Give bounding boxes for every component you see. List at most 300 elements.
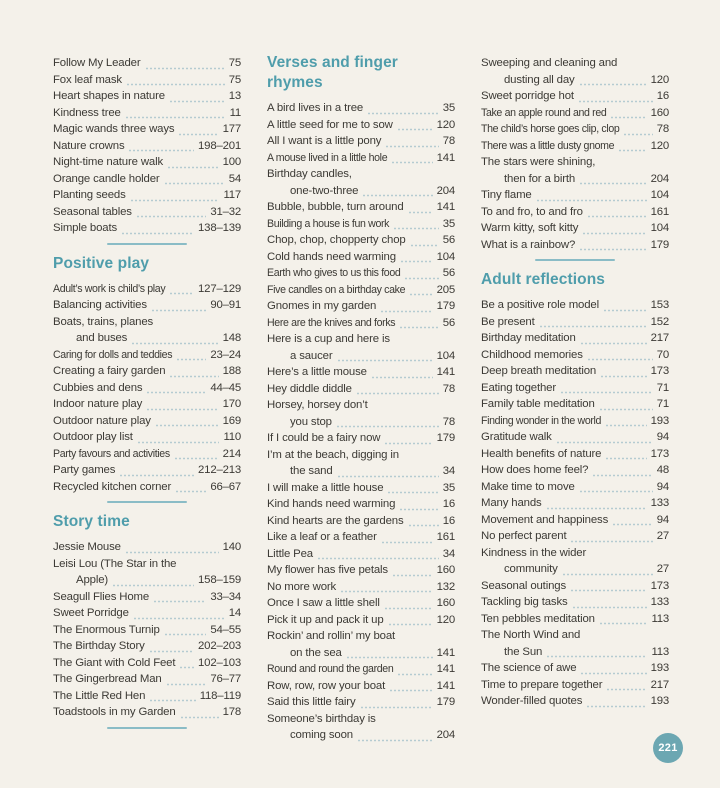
dotted-leader [133, 617, 225, 620]
dotted-leader [131, 342, 218, 345]
index-entry [267, 282, 455, 299]
dotted-leader [391, 161, 432, 164]
entry-page-number: 170 [222, 398, 241, 410]
entry-title: The Gingerbread Man [53, 673, 162, 685]
entry-page-number: 120 [650, 139, 669, 152]
entry-page-number: 27 [656, 563, 669, 575]
entry-page-number: 94 [656, 480, 669, 493]
entry-title: Be present [481, 315, 535, 328]
entry-page-number: 120 [650, 73, 669, 86]
entry-page-number: 13 [228, 90, 241, 102]
dotted-leader [562, 573, 653, 576]
entry-title: Gnomes in my garden [267, 300, 377, 312]
entry-page-number: 178 [222, 706, 241, 718]
dotted-leader [599, 622, 648, 625]
index-entry-continuation [267, 348, 455, 365]
dotted-leader [164, 633, 207, 636]
entry-page-number: 202–203 [198, 640, 241, 652]
entry-title: Finding wonder in the world [481, 414, 602, 427]
index-entry [53, 281, 241, 298]
entry-title: Tackling big tasks [481, 596, 568, 608]
entry-title: To and fro, to and fro [481, 205, 583, 218]
entry-title: Jessie Mouse [53, 541, 121, 553]
index-entry [481, 154, 669, 171]
index-entry-continuation [267, 183, 455, 200]
index-entry-continuation [53, 572, 241, 589]
index-entry [53, 638, 241, 655]
index-entry [53, 539, 241, 556]
index-entry [481, 138, 669, 155]
index-entry [481, 479, 669, 496]
dotted-leader [384, 607, 433, 610]
dotted-leader [556, 441, 653, 444]
entry-title: dusting all day [504, 73, 575, 86]
entry-page-number: 198–201 [198, 139, 241, 152]
dotted-leader [572, 606, 647, 609]
index-entry [53, 479, 241, 496]
entry-title: The Enormous Turnip [53, 623, 160, 636]
index-entry [53, 187, 241, 204]
section-divider [107, 501, 187, 503]
entry-title: the Sun [504, 645, 543, 658]
dotted-leader [155, 424, 219, 427]
index-entry [267, 133, 455, 150]
entry-page-number: 204 [650, 172, 669, 185]
dotted-leader [408, 211, 433, 214]
entry-title: Wonder-filled quotes [481, 695, 583, 707]
index-entry [481, 611, 669, 628]
entry-page-number: 193 [650, 414, 669, 427]
entry-title: then for a birth [504, 172, 576, 185]
dotted-leader [174, 457, 219, 460]
index-entry [53, 121, 241, 138]
entry-page-number: 56 [442, 234, 455, 246]
dotted-leader [146, 391, 206, 394]
index-entry [481, 627, 669, 644]
index-entry [53, 105, 241, 122]
dotted-leader [399, 508, 438, 511]
entry-page-number: 158–159 [198, 574, 241, 586]
entry-page-number: 133 [650, 596, 669, 608]
entry-page-number: 35 [442, 481, 455, 494]
index-entry [53, 380, 241, 397]
entry-title: A little seed for me to sow [267, 118, 393, 131]
entry-title: a saucer [290, 349, 333, 362]
index-entry [481, 396, 669, 413]
index-entry [267, 480, 455, 497]
entry-title: Magic wands three ways [53, 123, 175, 135]
entry-page-number: 133 [650, 497, 669, 509]
entry-title: Ten pebbles meditation [481, 612, 595, 625]
entry-page-number: 71 [656, 381, 669, 394]
entry-title: The child’s horse goes clip, clop [481, 123, 620, 135]
entry-page-number: 56 [442, 316, 455, 329]
index-entry [481, 363, 669, 380]
dotted-leader [392, 574, 433, 577]
entry-page-number: 34 [442, 465, 455, 477]
index-entry [267, 381, 455, 398]
index-entry [53, 204, 241, 221]
entry-title: Simple boats [53, 222, 118, 234]
dotted-leader [397, 673, 432, 676]
index-entry [267, 496, 455, 513]
entry-title: Kind hearts are the gardens [267, 514, 404, 527]
index-entry [53, 171, 241, 188]
entry-title: The Giant with Cold Feet [53, 656, 176, 669]
dotted-leader [126, 83, 225, 86]
dotted-leader [400, 260, 433, 263]
entry-page-number: 48 [656, 464, 669, 476]
entry-page-number: 66–67 [210, 480, 241, 493]
entry-page-number: 193 [650, 662, 669, 674]
entry-page-number: 104 [436, 349, 455, 362]
entry-page-number: 90–91 [210, 299, 241, 311]
entry-page-number: 132 [436, 580, 455, 593]
dotted-leader [360, 706, 433, 709]
entry-title: Once I saw a little shell [267, 597, 380, 609]
index-entry [267, 447, 455, 464]
dotted-leader [176, 358, 206, 361]
entry-page-number: 141 [436, 366, 455, 378]
dotted-leader [336, 425, 439, 428]
entry-title: Party games [53, 464, 116, 476]
entry-page-number: 75 [228, 73, 241, 86]
entry-title: Pick it up and pack it up [267, 613, 384, 626]
index-entry [53, 314, 241, 331]
section-divider [535, 259, 615, 261]
dotted-leader [579, 83, 647, 86]
index-entry [481, 512, 669, 529]
entry-title: How does home feel? [481, 464, 589, 476]
index-entry [481, 314, 669, 331]
entry-page-number: 141 [436, 201, 455, 213]
index-entry [481, 55, 669, 72]
entry-page-number: 56 [442, 267, 455, 279]
index-entry [481, 462, 669, 479]
entry-page-number: 54–55 [210, 623, 241, 636]
entry-title: Birthday meditation [481, 332, 576, 344]
entry-page-number: 113 [651, 645, 669, 658]
dotted-leader [397, 128, 433, 131]
index-entry [267, 661, 455, 678]
entry-title: The science of awe [481, 662, 577, 674]
dotted-leader [337, 359, 433, 362]
dotted-leader [169, 375, 218, 378]
entry-page-number: 102–103 [198, 656, 241, 669]
entry-page-number: 141 [436, 679, 455, 692]
entry-page-number: 173 [650, 579, 669, 592]
entry-title: Boats, trains, planes [53, 315, 154, 328]
index-entry-continuation [267, 463, 455, 480]
dotted-leader [605, 457, 646, 460]
entry-title: Creating a fairy garden [53, 365, 166, 377]
index-entry [267, 298, 455, 315]
entry-title: Cold hands need warming [267, 250, 396, 263]
entry-title: The Birthday Story [53, 640, 145, 652]
entry-page-number: 148 [222, 332, 241, 344]
entry-title: Like a leaf or a feather [267, 531, 377, 543]
index-entry [481, 545, 669, 562]
index-entry [481, 347, 669, 364]
entry-title: Outdoor play list [53, 431, 133, 443]
index-entry [481, 677, 669, 694]
index-entry [267, 711, 455, 728]
entry-title: Birthday candles, [267, 168, 352, 180]
entry-page-number: 179 [436, 300, 455, 312]
entry-page-number: 193 [650, 695, 669, 707]
dotted-leader [145, 67, 225, 70]
dotted-leader [587, 215, 647, 218]
entry-page-number: 160 [650, 106, 669, 119]
entry-title: No perfect parent [481, 530, 567, 542]
entry-page-number: 177 [222, 123, 241, 135]
entry-page-number: 113 [651, 612, 669, 625]
entry-page-number: 54 [228, 172, 241, 185]
entry-title: Kindness tree [53, 106, 121, 119]
entry-title: Outdoor nature play [53, 414, 151, 427]
entry-title: I’m at the beach, digging in [267, 448, 399, 461]
index-entry [53, 413, 241, 430]
entry-title: The Little Red Hen [53, 689, 146, 702]
entry-page-number: 104 [436, 250, 455, 263]
entry-page-number: 118–119 [199, 689, 241, 702]
dotted-leader [570, 589, 647, 592]
dotted-leader [610, 116, 646, 119]
index-entry [481, 237, 669, 254]
entry-page-number: 141 [436, 663, 455, 675]
page-number: 221 [658, 742, 678, 754]
dotted-leader [179, 666, 194, 669]
entry-title: Family table meditation [481, 398, 595, 410]
dotted-leader [388, 623, 433, 626]
entry-title: Movement and happiness [481, 513, 609, 526]
entry-page-number: 78 [442, 382, 455, 395]
entry-title: Take an apple round and red [481, 106, 607, 119]
dotted-leader [389, 689, 432, 692]
dotted-leader [618, 149, 646, 152]
dotted-leader [153, 600, 206, 603]
dotted-leader [167, 166, 219, 169]
index-entry [481, 105, 669, 122]
index-entry [53, 655, 241, 672]
entry-title: Fox leaf mask [53, 73, 122, 86]
index-entry [53, 556, 241, 573]
entry-title: Warm kitty, soft kitty [481, 222, 579, 234]
index-entry [53, 688, 241, 705]
dotted-leader [125, 116, 226, 119]
index-entry [53, 605, 241, 622]
entry-page-number: 173 [650, 365, 669, 377]
entry-title: Seasonal outings [481, 579, 566, 592]
index-entry [53, 589, 241, 606]
entry-title: Adult’s work is child’s play [53, 282, 166, 295]
index-column-1 [53, 55, 241, 744]
entry-title: Recycled kitchen corner [53, 480, 172, 493]
dotted-leader [112, 584, 194, 587]
dotted-leader [340, 590, 433, 593]
dotted-leader [387, 491, 438, 494]
entry-title: Earth who gives to us this food [267, 267, 401, 279]
entry-title: There was a little dusty gnome [481, 139, 615, 152]
dotted-leader [125, 551, 219, 554]
index-entry [481, 88, 669, 105]
index-entry [267, 562, 455, 579]
index-entry-continuation [481, 644, 669, 661]
section-heading-verses-and-finger-rhymes: Verses and finger rhymes [267, 54, 398, 91]
entry-page-number: 94 [656, 513, 669, 526]
index-entry [267, 232, 455, 249]
entry-page-number: 138–139 [198, 222, 241, 234]
entry-page-number: 140 [222, 541, 241, 553]
index-entry [481, 204, 669, 221]
dotted-leader [130, 199, 220, 202]
entry-title: Orange candle holder [53, 172, 160, 185]
dotted-leader [175, 490, 206, 493]
index-entry-continuation [53, 330, 241, 347]
index-entry [267, 430, 455, 447]
entry-page-number: 179 [436, 432, 455, 444]
entry-title: My flower has five petals [267, 564, 388, 576]
dotted-leader [599, 408, 653, 411]
dotted-leader [409, 293, 432, 296]
dotted-leader [605, 424, 646, 427]
index-entry [481, 413, 669, 430]
index-entry [481, 660, 669, 677]
index-entry [481, 594, 669, 611]
dotted-leader [385, 145, 438, 148]
index-entry [267, 628, 455, 645]
entry-title: Balancing activities [53, 299, 147, 311]
dotted-leader [337, 475, 439, 478]
dotted-leader [539, 325, 647, 328]
index-entry [481, 495, 669, 512]
entry-page-number: 120 [436, 118, 455, 131]
dotted-leader [371, 376, 433, 379]
entry-title: Someone’s birthday is [267, 712, 376, 725]
index-entry [53, 704, 241, 721]
dotted-leader [408, 524, 439, 527]
entry-title: Sweeping and cleaning and [481, 57, 618, 69]
dotted-leader [404, 277, 438, 280]
entry-page-number: 204 [436, 729, 455, 741]
entry-page-number: 100 [222, 156, 241, 168]
dotted-leader [356, 392, 439, 395]
entry-page-number: 141 [436, 151, 455, 164]
entry-title: Sweet Porridge [53, 607, 129, 619]
entry-title: and buses [76, 332, 128, 344]
index-entry [53, 446, 241, 463]
dotted-leader [128, 149, 194, 152]
entry-title: one-two-three [290, 184, 359, 197]
entry-title: What is a rainbow? [481, 238, 576, 251]
index-entry [481, 429, 669, 446]
entry-title: Childhood memories [481, 348, 583, 361]
index-entry [267, 612, 455, 629]
dotted-leader [603, 309, 647, 312]
entry-page-number: 76–77 [210, 673, 241, 685]
dotted-leader [536, 199, 647, 202]
index-entry [53, 622, 241, 639]
entry-page-number: 78 [656, 123, 669, 135]
entry-title: Nature crowns [53, 139, 125, 152]
entry-title: Kind hands need warming [267, 498, 396, 510]
index-entry [481, 578, 669, 595]
dotted-leader [137, 441, 220, 444]
index-entry [481, 380, 669, 397]
index-entry-continuation [267, 645, 455, 662]
entry-page-number: 35 [442, 217, 455, 230]
entry-title: I will make a little house [267, 481, 384, 494]
entry-title: Kindness in the wider [481, 546, 587, 559]
entry-title: Planting seeds [53, 189, 126, 201]
dotted-leader [166, 683, 207, 686]
index-entry [267, 529, 455, 546]
entry-page-number: 16 [656, 90, 669, 102]
dotted-leader [582, 232, 646, 235]
entry-title: Row, row, row your boat [267, 679, 386, 692]
index-entry [53, 297, 241, 314]
index-entry [267, 117, 455, 134]
entry-title: Time to prepare together [481, 678, 603, 691]
index-entry [53, 88, 241, 105]
index-entry [53, 363, 241, 380]
entry-title: Caring for dolls and teddies [53, 348, 173, 361]
entry-page-number: 94 [656, 431, 669, 443]
index-entry [267, 166, 455, 183]
entry-page-number: 33–34 [210, 590, 241, 603]
index-column-2 [267, 55, 455, 744]
entry-page-number: 141 [436, 646, 455, 659]
dotted-leader [346, 656, 433, 659]
entry-page-number: 212–213 [198, 464, 241, 476]
index-entry [481, 297, 669, 314]
entry-title: Five candles on a birthday cake [267, 283, 406, 296]
dotted-leader [164, 182, 225, 185]
entry-title: Health benefits of nature [481, 447, 602, 460]
index-entry [481, 187, 669, 204]
dotted-leader [151, 309, 206, 312]
dotted-leader [586, 705, 646, 708]
index-entry [267, 265, 455, 282]
entry-title: A bird lives in a tree [267, 102, 364, 114]
entry-title: on the sea [290, 646, 342, 659]
dotted-leader [362, 194, 432, 197]
index-entry [53, 72, 241, 89]
index-entry-continuation [481, 561, 669, 578]
entry-page-number: 70 [656, 348, 669, 361]
entry-page-number: 120 [436, 613, 455, 626]
dotted-leader [592, 474, 652, 477]
dotted-leader [560, 391, 653, 394]
entry-page-number: 188 [222, 365, 241, 377]
entry-title: Many hands [481, 497, 542, 509]
dotted-leader [367, 112, 439, 115]
dotted-leader [578, 100, 653, 103]
dotted-leader [579, 182, 647, 185]
entry-page-number: 104 [650, 222, 669, 234]
entry-title: The North Wind and [481, 629, 581, 641]
dotted-leader [149, 699, 195, 702]
entry-page-number: 173 [650, 447, 669, 460]
dotted-leader [606, 688, 646, 691]
entry-page-number: 78 [442, 415, 455, 428]
entry-page-number: 31–32 [210, 205, 241, 218]
index-entry [481, 446, 669, 463]
entry-title: Tiny flame [481, 189, 532, 201]
entry-title: Cubbies and dens [53, 381, 143, 394]
dotted-leader [169, 292, 194, 295]
dotted-leader [380, 310, 432, 313]
